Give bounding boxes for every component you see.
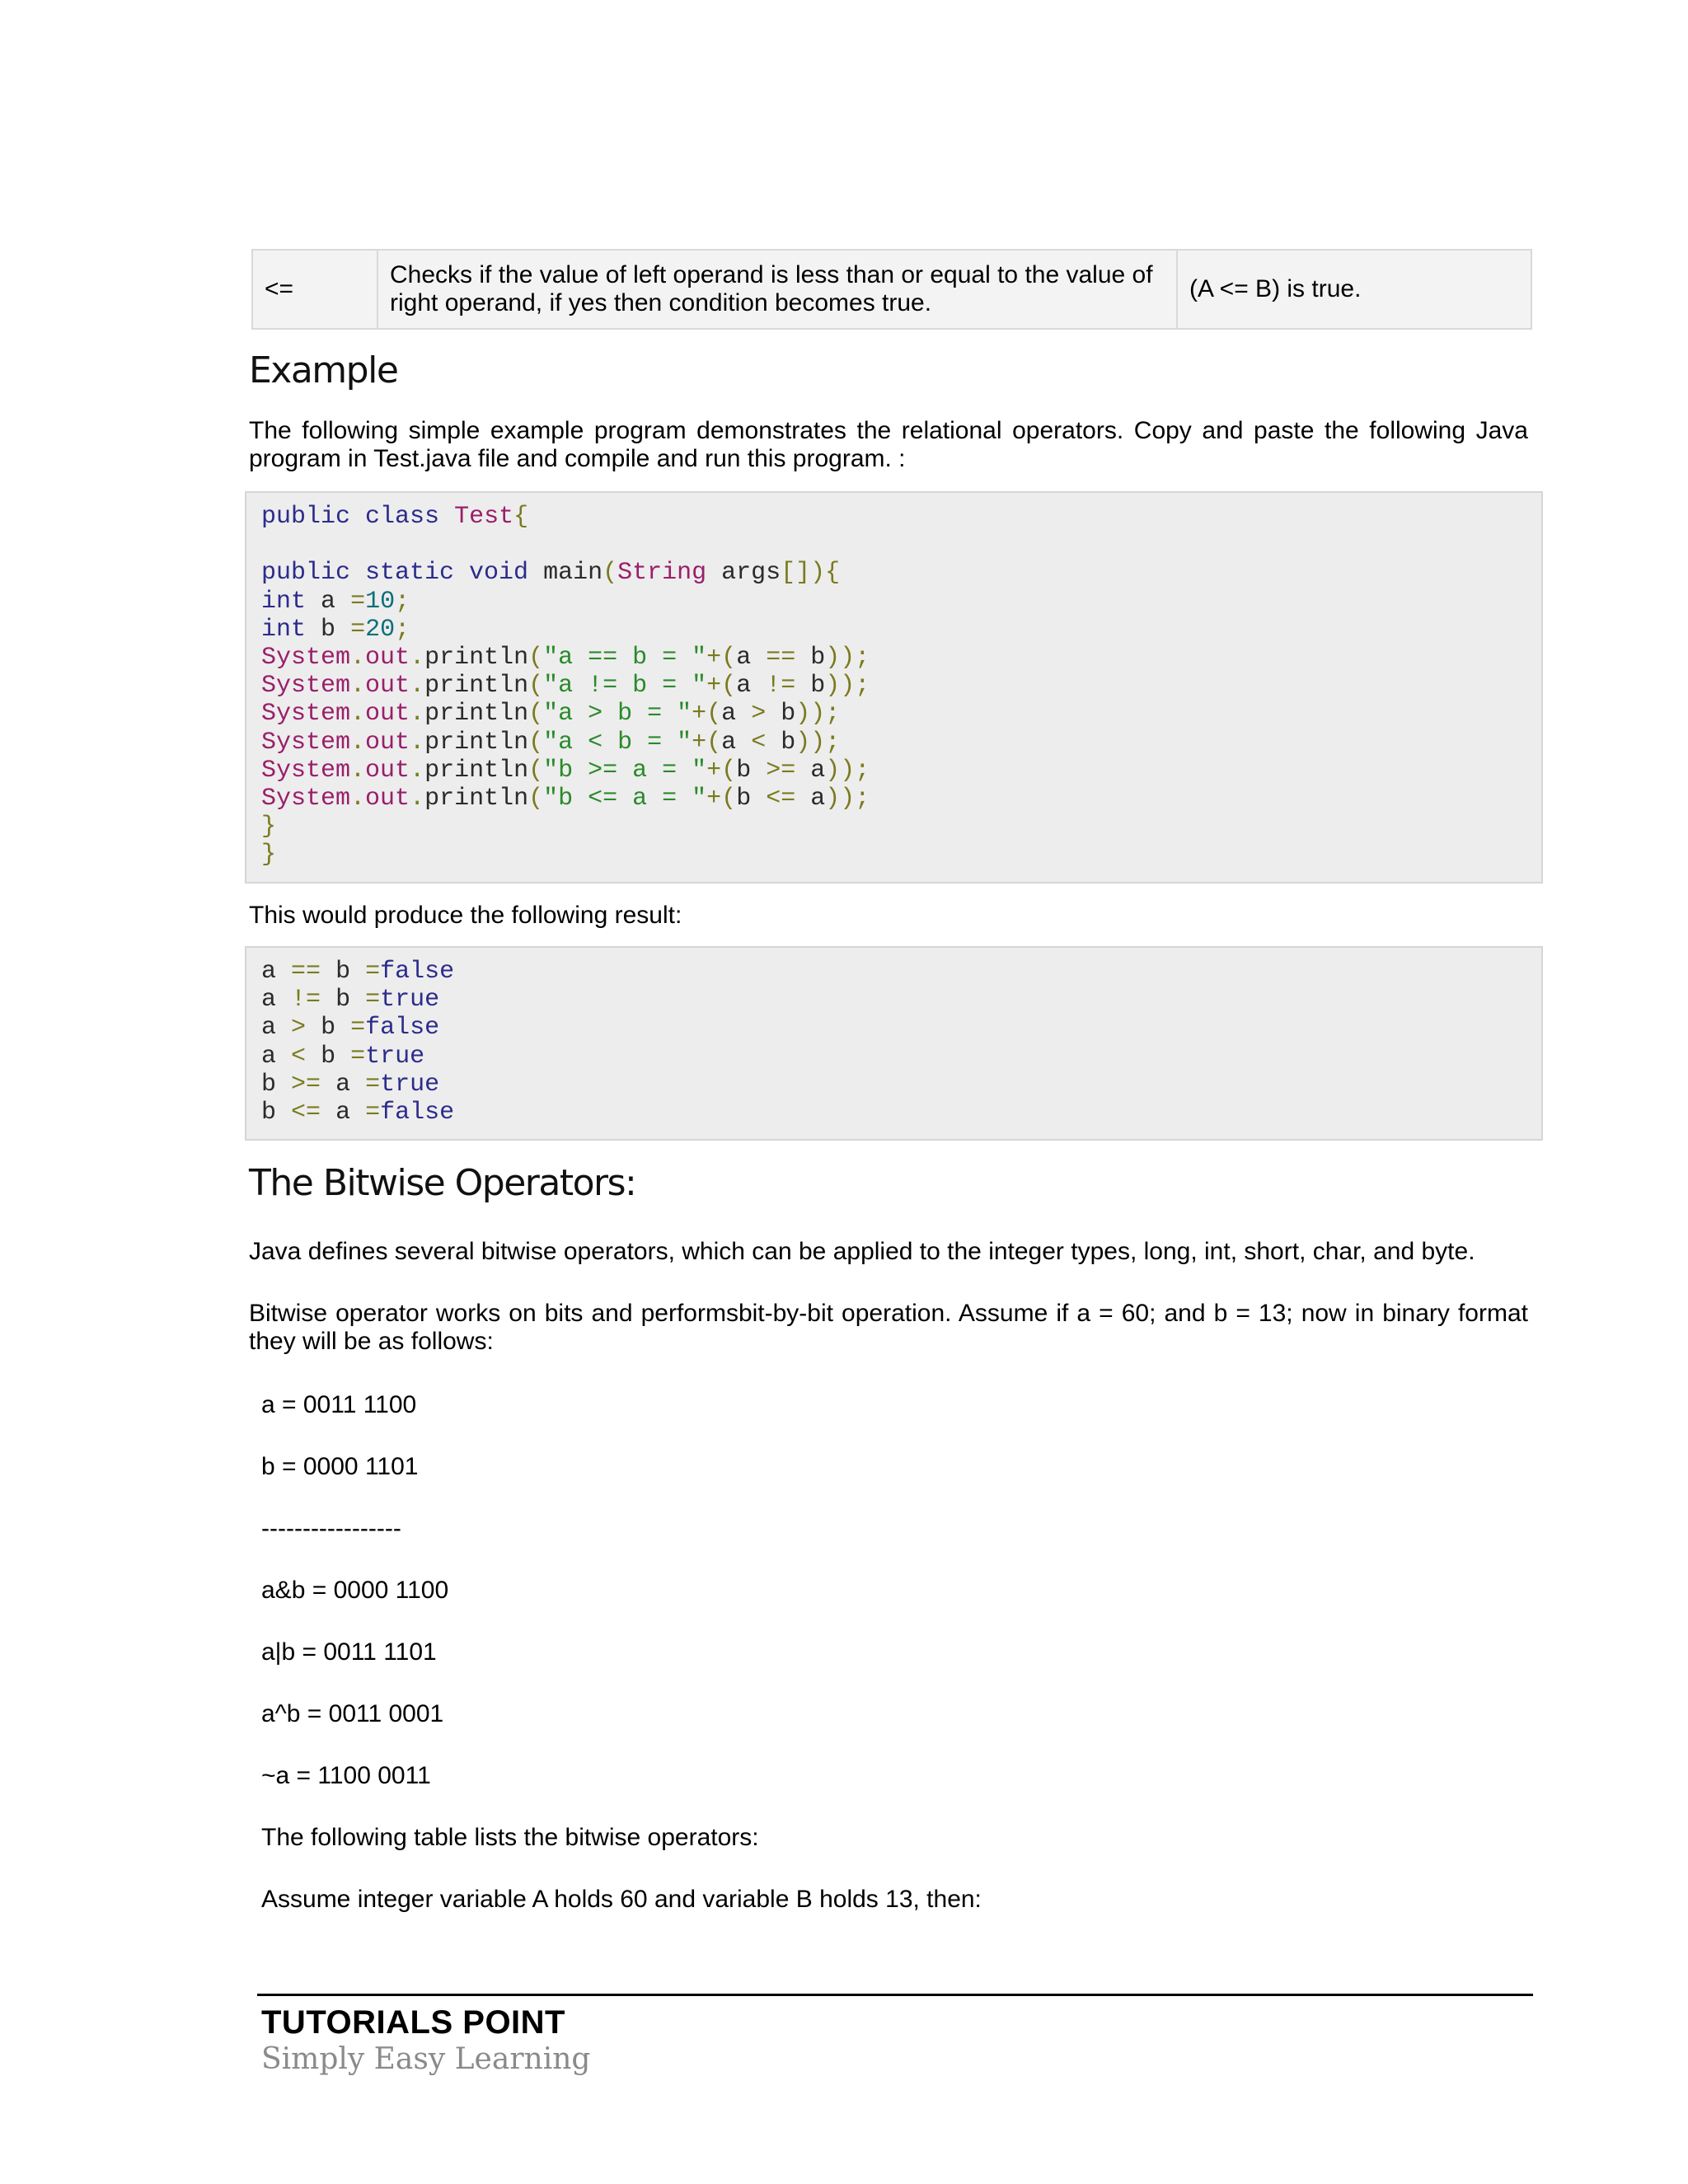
binary-line: a|b = 0011 1101 [261, 1638, 437, 1666]
output-line: a == b =false [261, 958, 455, 986]
binary-line: The following table lists the bitwise operators: [261, 1824, 759, 1851]
operator-cell: <= [253, 251, 378, 328]
output-line: a > b =false [261, 1014, 440, 1043]
bitwise-heading: The Bitwise Operators: [249, 1162, 636, 1204]
description-cell: Checks if the value of left operand is less than or equal to the value of right operand, if yes then condition becomes true. [378, 251, 1178, 328]
code-line: int a =10; [261, 587, 410, 616]
code-line: int b =20; [261, 615, 410, 644]
output-line: b >= a =true [261, 1070, 440, 1099]
example-intro: The following simple example program demonstrates the relational operators. Copy and paste the following Java program in Test.java file and compile and run this program. : [249, 417, 1528, 472]
footer-divider [257, 1994, 1533, 1996]
binary-line: a&b = 0000 1100 [261, 1577, 449, 1604]
binary-line: ~a = 1100 0011 [261, 1762, 431, 1789]
code-line: System.out.println("b <= a = "+(b <= a)); [261, 785, 870, 813]
operator-table-row [251, 249, 1532, 330]
java-code-block [245, 491, 1543, 883]
code-line: System.out.println("a != b = "+(a != b)); [261, 672, 870, 701]
binary-line: a = 0011 1100 [261, 1391, 417, 1418]
code-line: System.out.println("b >= a = "+(b >= a)); [261, 756, 870, 785]
code-line: System.out.println("a > b = "+(a > b)); [261, 700, 841, 729]
code-line: public class Test{ [261, 503, 529, 531]
binary-line: b = 0000 1101 [261, 1453, 419, 1480]
footer-tagline: Simply Easy Learning [261, 2042, 591, 2076]
output-line: a != b =true [261, 986, 440, 1015]
code-line: public static void main(String args[]){ [261, 559, 841, 588]
output-block [245, 946, 1543, 1141]
binary-line: ----------------- [261, 1515, 401, 1542]
bitwise-paragraph-1: Java defines several bitwise operators, which can be applied to the integer types, long, int, short, char, and byte. [249, 1238, 1475, 1265]
output-line: b <= a =false [261, 1099, 455, 1127]
example-heading: Example [249, 349, 398, 391]
bitwise-paragraph-2: Bitwise operator works on bits and performsbit-by-bit operation. Assume if a = 60; and b = 13; now in binary format they will be as follows: [249, 1300, 1528, 1355]
code-line: System.out.println("a == b = "+(a == b)); [261, 644, 870, 672]
output-line: a < b =true [261, 1042, 425, 1071]
footer-brand: TUTORIALS POINT [261, 2004, 565, 2041]
binary-line: Assume integer variable A holds 60 and variable B holds 13, then: [261, 1886, 982, 1913]
example-cell: (A <= B) is true. [1189, 275, 1362, 302]
binary-line: a^b = 0011 0001 [261, 1700, 444, 1727]
code-line: System.out.println("a < b = "+(a < b)); [261, 728, 841, 757]
code-line: } [261, 841, 277, 869]
code-line: } [261, 813, 277, 841]
result-intro: This would produce the following result: [249, 902, 682, 929]
